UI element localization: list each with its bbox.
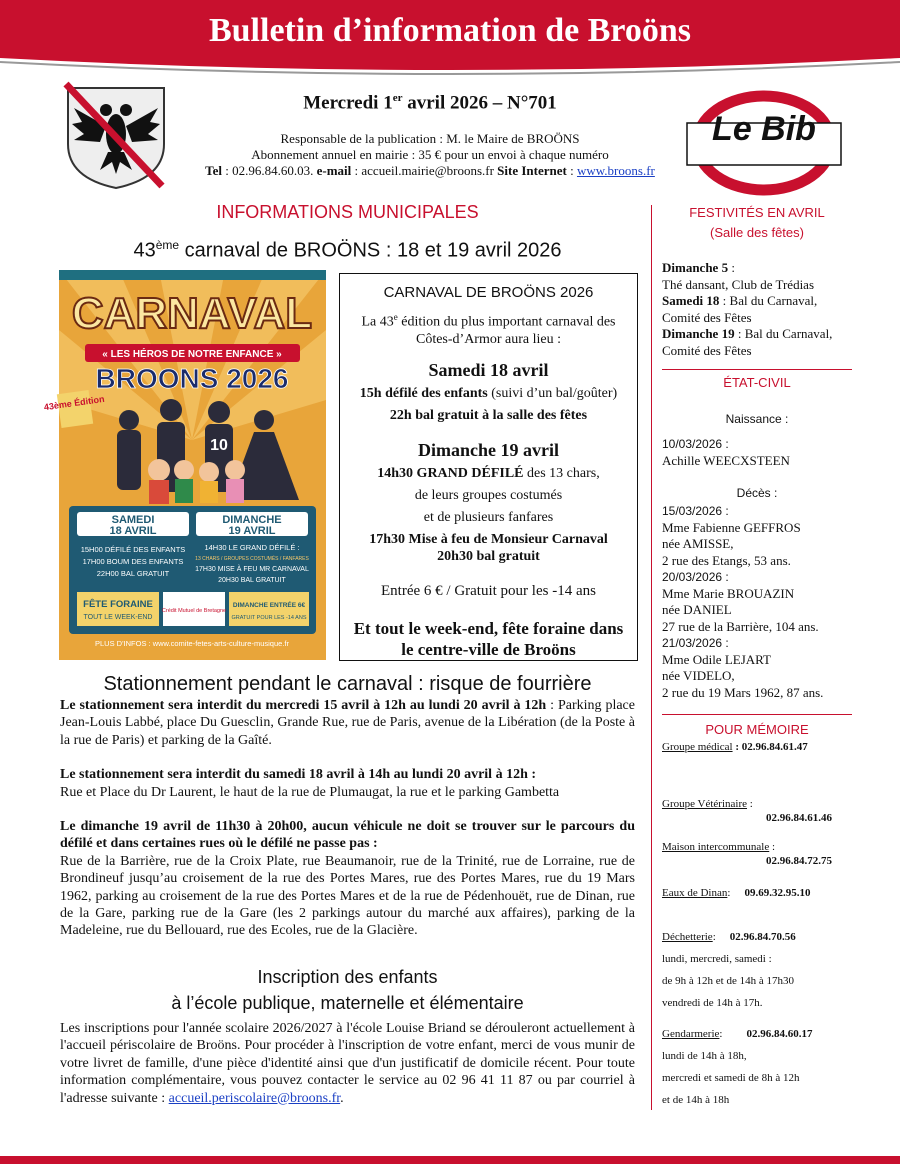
sidebar-separator xyxy=(662,714,852,715)
poster-sat-date: 18 AVRIL xyxy=(109,525,157,537)
memo-dechetterie: Déchetterie: 02.96.84.70.56 lundi, mercredi, samedi : de 9h à 12h et de 14h à 17h30 vendredi de 14h à 17h. xyxy=(662,931,796,1009)
sidebar-divider xyxy=(651,205,652,1110)
section-title: INFORMATIONS MUNICIPALES xyxy=(216,202,479,222)
festivity-item: Samedi 18 : Bal du Carnaval, Comité des Fêtes xyxy=(662,293,818,325)
carnival-poster xyxy=(43,270,326,660)
box-weekend: Et tout le week-end, fête foraine dans le centre-ville de Broöns xyxy=(353,618,624,659)
hero-number: 10 xyxy=(210,437,228,454)
poster-subtitle: « LES HÉROS DE NOTRE ENFANCE » xyxy=(102,349,282,360)
box-sun-line5: 20h30 bal gratuit xyxy=(437,548,540,564)
box-sun-line1: 14h30 GRAND DÉFILÉ des 13 chars, xyxy=(377,465,600,481)
poster-sun-line: 20H30 BAL GRATUIT xyxy=(218,577,286,584)
poster-fair-sub: TOUT LE WEEK-END xyxy=(83,614,153,621)
poster-sat-line: 22H00 BAL GRATUIT xyxy=(96,569,170,578)
poster-sat-day: SAMEDI xyxy=(111,514,155,526)
poster-edition: 43ème Édition xyxy=(43,393,106,413)
box-title: CARNAVAL DE BROÖNS 2026 xyxy=(383,284,594,301)
memo-vet: Groupe Vétérinaire : xyxy=(662,798,753,810)
box-sun-line3: et de plusieurs fanfares xyxy=(423,509,554,525)
memo-maison-phone: 02.96.84.72.75 xyxy=(766,855,832,867)
school-body: Les inscriptions pour l'année scolaire 2026/2027 à l'école Louise Briand se dérouleront actuellement à l'accueil périscolaire de Broöns. Pour procéder à l'inscription de votre enfant, merci de vous munir de votre livret de famille, d'une pièce d'identité ainsi que d'un justificatif de domicile récent. Pour toute information complémentaire, vous pouvez contacter le service au 02 96 41 11 87 ou par courriel à l'adresse suivante : accueil.periscolaire@broons.fr. xyxy=(60,1021,635,1106)
poster-town: BROONS 2026 xyxy=(95,363,289,394)
festivity-item: Dimanche 5 : xyxy=(662,260,735,275)
festivities-list xyxy=(662,260,857,359)
box-sun-heading: Dimanche 19 avril xyxy=(418,439,559,460)
poster-sat-line: 15H00 DÉFILÉ DES ENFANTS xyxy=(80,545,186,554)
death-label: Décès : xyxy=(736,486,778,500)
carnival-info-box xyxy=(339,273,638,661)
footer-bar xyxy=(0,1156,900,1164)
memo-vet-phone: 02.96.84.61.46 xyxy=(766,812,832,824)
poster-sun-day: DIMANCHE xyxy=(222,514,282,526)
town-crest-icon xyxy=(60,82,172,192)
publication-info xyxy=(170,131,690,179)
memo-eaux: Eaux de Dinan: 09.69.32.95.10 xyxy=(662,887,811,899)
festivity-item: Thé dansant, Club de Trédias xyxy=(662,276,815,292)
memo-maison: Maison intercommunale : xyxy=(662,841,776,853)
contact-line: Tel : 02.96.84.60.03. e-mail : accueil.mairie@broons.fr Site Internet : www.broons.fr xyxy=(205,163,655,178)
website-link[interactable]: www.broons.fr xyxy=(576,163,655,178)
box-sat-line1: 15h défilé des enfants (suivi d’un bal/goûter) xyxy=(359,385,618,401)
issue-date-number: Mercredi 1er avril 2026 – N°701 xyxy=(303,92,557,114)
sidebar-separator xyxy=(662,369,852,370)
parking-paragraph: Le dimanche 19 avril de 11h30 à 20h00, aucun véhicule ne doit se trouver sur le parcours du défilé et dans certaines rues où le défilé ne passe pas : Rue de la Barrière, rue de la Croix Plate, rue Beaumanoir, rue de la Trinité, rue de Lorraine, rue de Brondineuf jusqu’au croisement de la rue des Portes Mares, rue des Portes Mares, rue du 19 Mars 1962, parking au croisement de la rue des Portes Mares et de la rue de Pédenhouët, rue de Dinan, rue de la Gare, parking rue de la Gare (les 2 parkings autour du marché aux affaires), parking de la Madeleine, rue du Bellouard, rue des Ecoles, rue de la Glacière. xyxy=(60,819,635,939)
birth-label: Naissance : xyxy=(725,412,789,426)
poster-sat-line: 17H00 BOUM DES ENFANTS xyxy=(82,557,184,566)
poster-sun-date: 19 AVRIL xyxy=(228,525,276,537)
bulletin-title: Bulletin d’information de Broöns xyxy=(208,12,692,49)
memo-gendarmerie: Gendarmerie: 02.96.84.60.17 lundi de 14h à 18h, mercredi et samedi de 8h à 12h et de 14h à 18h xyxy=(662,1028,813,1106)
subscription-line: Abonnement annuel en mairie : 35 € pour un envoi à chaque numéro xyxy=(251,147,609,162)
box-sun-line4: 17h30 Mise à feu de Monsieur Carnaval xyxy=(369,531,608,547)
poster-sun-line: 17H30 MISE À FEU MR CARNAVAL xyxy=(195,566,309,573)
box-sat-line2: 22h bal gratuit à la salle des fêtes xyxy=(389,407,588,423)
poster-sun-line: 13 CHARS / GROUPES COSTUMÉS / FANFARES xyxy=(195,556,309,562)
birth-entry: 10/03/2026 : Achille WEECXSTEEN xyxy=(662,437,790,468)
poster-entry-sub: GRATUIT POUR LES -14 ANS xyxy=(231,615,307,621)
poster-fair: FÊTE FORAINE xyxy=(83,599,153,610)
box-sat-heading: Samedi 18 avril xyxy=(428,359,549,380)
death-entry: 15/03/2026 : Mme Fabienne GEFFROS née AMISSE, 2 rue des Etangs, 53 ans. xyxy=(662,504,801,568)
death-entry: 21/03/2026 : Mme Odile LEJART née VIDELO, 2 rue du 19 Mars 1962, 87 ans. xyxy=(662,636,824,700)
logo-text: Le Bib xyxy=(712,110,816,148)
parking-paragraph: Le stationnement sera interdit du samedi 18 avril à 14h au lundi 20 avril à 12h : Rue et Place du Dr Laurent, le haut de la rue de Plumaugat, la rue et le parking Gambetta xyxy=(60,767,560,800)
box-entry: Entrée 6 € / Gratuit pour les -14 ans xyxy=(381,582,596,599)
box-intro: La 43e édition du plus important carnaval des Côtes-d’Armor aura lieu : xyxy=(361,312,616,347)
festivities-title: FESTIVITÉS EN AVRIL (Salle des fêtes) xyxy=(689,205,825,240)
box-sun-line2: de leurs groupes costumés xyxy=(414,487,563,503)
poster-more-info: PLUS D'INFOS : www.comite-fetes-arts-culture-musique.fr xyxy=(95,639,289,648)
periscolaire-email-link[interactable]: accueil.periscolaire@broons.fr xyxy=(168,1090,341,1106)
poster-entry: DIMANCHE ENTRÉE 6€ xyxy=(232,602,306,609)
school-title: Inscription des enfants à l’école publique, maternelle et élémentaire xyxy=(171,967,524,1013)
festivity-item: Dimanche 19 : Bal du Carnaval, Comité des Fêtes xyxy=(662,326,833,358)
poster-sponsor: Crédit Mutuel de Bretagne xyxy=(161,608,227,614)
publisher-line: Responsable de la publication : M. le Maire de BROÖNS xyxy=(280,131,580,146)
poster-sun-line: 14H30 LE GRAND DÉFILÉ : xyxy=(204,543,300,552)
memo-title: POUR MÉMOIRE xyxy=(705,722,809,737)
parking-body xyxy=(60,697,635,940)
death-entries xyxy=(662,503,857,701)
poster-title: CARNAVAL xyxy=(71,289,313,338)
carnival-heading: 43ème carnaval de BROÖNS : 18 et 19 avril 2026 xyxy=(133,238,562,262)
memo-medical: Groupe médical : 02.96.84.61.47 xyxy=(662,741,808,753)
death-entry: 20/03/2026 : Mme Marie BROUAZIN née DANIEL 27 rue de la Barrière, 104 ans. xyxy=(662,570,819,634)
parking-paragraph: Le stationnement sera interdit du mercredi 15 avril à 12h au lundi 20 avril à 12h : Parking place Jean-Louis Labbé, place Du Guesclin, Grande Rue, rue de Paris, avenue de la Libération (de la Poste à la rue de Paris) et parking de la Gaîté. xyxy=(60,698,635,748)
parking-title: Stationnement pendant le carnaval : risque de fourrière xyxy=(103,673,592,695)
civil-status-title: ÉTAT-CIVIL xyxy=(723,375,791,390)
